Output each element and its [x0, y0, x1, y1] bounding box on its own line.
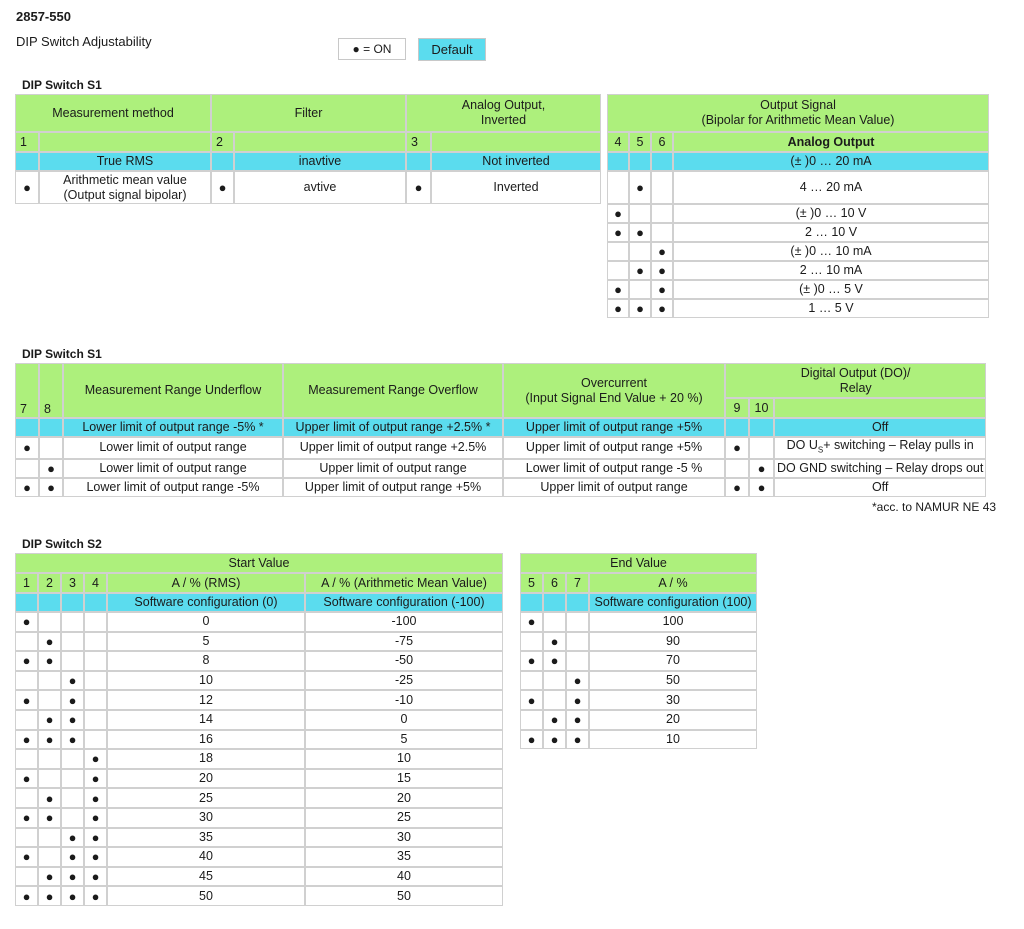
on-dot: ● — [39, 633, 60, 651]
digital-output-value: DO $U_S+$ switching – Relay pulls in — [775, 438, 985, 458]
underflow-value: Lower limit of output range -5% — [64, 479, 282, 496]
start-rms-value: 16 — [108, 731, 304, 749]
on-dot: ● — [726, 479, 748, 496]
on-dot: ● — [608, 281, 628, 298]
on-dot: ● — [85, 868, 106, 886]
output-inverted: Inverted — [432, 172, 600, 203]
start-mean-value: 15 — [306, 770, 502, 788]
software-config-mean: Software configuration (-100) — [306, 594, 502, 611]
on-dot: ● — [16, 613, 37, 631]
start-mean-value: 5 — [306, 731, 502, 749]
on-dot: ● — [608, 205, 628, 222]
on-dot: ● — [85, 887, 106, 905]
section-heading-s1-b: DIP Switch S1 — [22, 347, 102, 361]
on-dot: ● — [16, 652, 37, 670]
on-dot: ● — [16, 809, 37, 827]
output-option: (± )0 … 10 V — [674, 205, 988, 222]
overflow-value: Upper limit of output range — [284, 460, 502, 477]
on-dot: ● — [62, 887, 83, 905]
start-mean-value: -75 — [306, 633, 502, 651]
on-dot: ● — [407, 172, 430, 203]
on-dot: ● — [16, 438, 38, 458]
on-dot: ● — [630, 300, 650, 317]
header-analog-inverted: Analog Output, Inverted — [407, 95, 600, 131]
start-mean-value: 30 — [306, 829, 502, 847]
digital-output-value: Off — [775, 419, 985, 436]
header-start-value: Start Value — [16, 554, 502, 572]
start-rms-value: 8 — [108, 652, 304, 670]
s1-table-output-signal — [606, 93, 990, 319]
on-dot: ● — [85, 848, 106, 866]
output-option: (± )0 … 10 mA — [674, 243, 988, 260]
on-dot: ● — [39, 731, 60, 749]
start-mean-value: 0 — [306, 711, 502, 729]
header-overflow: Measurement Range Overflow — [284, 364, 502, 417]
overflow-value: Upper limit of output range +2.5% * — [284, 419, 502, 436]
start-mean-value: 50 — [306, 887, 502, 905]
start-mean-value: 35 — [306, 848, 502, 866]
on-dot: ● — [567, 691, 588, 709]
on-dot: ● — [62, 868, 83, 886]
start-rms-value: 5 — [108, 633, 304, 651]
end-value: 100 — [590, 613, 756, 631]
on-dot: ● — [726, 438, 748, 458]
on-dot: ● — [544, 711, 565, 729]
header-end-value: End Value — [521, 554, 756, 572]
on-dot: ● — [544, 652, 565, 670]
end-value: 70 — [590, 652, 756, 670]
header-digital-output: Digital Output (DO)/ Relay — [726, 364, 985, 397]
header-measurement-method: Measurement method — [16, 95, 210, 131]
on-dot: ● — [16, 731, 37, 749]
on-dot: ● — [16, 479, 38, 496]
on-dot: ● — [567, 731, 588, 749]
on-dot: ● — [652, 243, 672, 260]
overcurrent-value: Upper limit of output range — [504, 479, 724, 496]
start-mean-value: 40 — [306, 868, 502, 886]
output-option: (± )0 … 20 mA — [674, 153, 988, 170]
end-value: 50 — [590, 672, 756, 690]
legend-default: Default — [418, 38, 486, 61]
end-value: 10 — [590, 731, 756, 749]
page-title: DIP Switch Adjustability — [16, 34, 152, 49]
switch-number: 2 — [39, 574, 60, 592]
namur-footnote: *acc. to NAMUR NE 43 — [872, 500, 997, 514]
header-arithmetic-mean: A / % (Arithmetic Mean Value) — [306, 574, 502, 592]
header-rms: A / % (RMS) — [108, 574, 304, 592]
on-dot: ● — [16, 691, 37, 709]
on-dot: ● — [652, 281, 672, 298]
on-dot: ● — [608, 224, 628, 241]
switch-number: 1 — [16, 133, 38, 151]
switch-number: 6 — [652, 133, 672, 151]
overcurrent-value: Upper limit of output range +5% — [504, 419, 724, 436]
start-rms-value: 25 — [108, 789, 304, 807]
s2-table-end-value — [519, 552, 758, 750]
method-arithmetic-mean: Arithmetic mean value (Output signal bipolar) — [40, 172, 210, 203]
on-dot: ● — [62, 731, 83, 749]
on-dot: ● — [39, 809, 60, 827]
end-value: 20 — [590, 711, 756, 729]
on-dot: ● — [544, 731, 565, 749]
on-dot: ● — [39, 868, 60, 886]
overcurrent-value: Lower limit of output range -5 % — [504, 460, 724, 477]
switch-number: 4 — [85, 574, 106, 592]
on-dot: ● — [567, 672, 588, 690]
underflow-value: Lower limit of output range — [64, 460, 282, 477]
s1-table-ranges — [14, 362, 987, 498]
switch-number: 8 — [40, 364, 62, 417]
on-dot: ● — [16, 887, 37, 905]
on-dot: ● — [567, 711, 588, 729]
start-rms-value: 35 — [108, 829, 304, 847]
on-dot: ● — [62, 691, 83, 709]
s2-table-start-value — [14, 552, 504, 907]
start-rms-value: 10 — [108, 672, 304, 690]
on-dot: ● — [544, 633, 565, 651]
filter-active: avtive — [235, 172, 405, 203]
on-dot: ● — [85, 750, 106, 768]
header-overcurrent: Overcurrent (Input Signal End Value + 20 %) — [504, 364, 724, 417]
end-value: 90 — [590, 633, 756, 651]
on-dot: ● — [39, 711, 60, 729]
product-code: 2857-550 — [16, 9, 71, 24]
start-rms-value: 40 — [108, 848, 304, 866]
legend-on: ● = ON — [338, 38, 406, 60]
start-mean-value: 25 — [306, 809, 502, 827]
on-dot: ● — [39, 652, 60, 670]
start-rms-value: 12 — [108, 691, 304, 709]
start-mean-value: -10 — [306, 691, 502, 709]
section-heading-s2: DIP Switch S2 — [22, 537, 102, 551]
switch-number: 7 — [567, 574, 588, 592]
on-dot: ● — [521, 652, 542, 670]
switch-number: 2 — [212, 133, 233, 151]
on-dot: ● — [750, 460, 773, 477]
output-option: 2 … 10 V — [674, 224, 988, 241]
on-dot: ● — [652, 300, 672, 317]
switch-number: 5 — [630, 133, 650, 151]
on-dot: ● — [40, 460, 62, 477]
on-dot: ● — [630, 224, 650, 241]
header-underflow: Measurement Range Underflow — [64, 364, 282, 417]
header-filter: Filter — [212, 95, 405, 131]
start-rms-value: 45 — [108, 868, 304, 886]
on-dot: ● — [608, 300, 628, 317]
overcurrent-value: Upper limit of output range +5% — [504, 438, 724, 458]
section-heading-s1-a: DIP Switch S1 — [22, 78, 102, 92]
on-dot: ● — [16, 172, 38, 203]
start-rms-value: 14 — [108, 711, 304, 729]
on-dot: ● — [39, 789, 60, 807]
overflow-value: Upper limit of output range +5% — [284, 479, 502, 496]
switch-number: 1 — [16, 574, 37, 592]
on-dot: ● — [652, 262, 672, 279]
on-dot: ● — [85, 770, 106, 788]
on-dot: ● — [39, 887, 60, 905]
start-mean-value: 20 — [306, 789, 502, 807]
on-dot: ● — [630, 172, 650, 203]
output-option: 1 … 5 V — [674, 300, 988, 317]
software-config-rms: Software configuration (0) — [108, 594, 304, 611]
switch-number: 3 — [407, 133, 430, 151]
on-dot: ● — [62, 711, 83, 729]
output-option: (± )0 … 5 V — [674, 281, 988, 298]
overflow-value: Upper limit of output range +2.5% — [284, 438, 502, 458]
start-rms-value: 20 — [108, 770, 304, 788]
software-config-end: Software configuration (100) — [590, 594, 756, 611]
on-dot: ● — [521, 691, 542, 709]
switch-number: 3 — [62, 574, 83, 592]
digital-output-value: DO GND switching – Relay drops out — [777, 460, 984, 475]
on-dot: ● — [521, 731, 542, 749]
output-option: 2 … 10 mA — [674, 262, 988, 279]
switch-number: 4 — [608, 133, 628, 151]
on-dot: ● — [750, 479, 773, 496]
underflow-value: Lower limit of output range — [64, 438, 282, 458]
switch-number: 10 — [750, 399, 773, 417]
on-dot: ● — [16, 848, 37, 866]
output-not-inverted: Not inverted — [432, 153, 600, 170]
start-rms-value: 50 — [108, 887, 304, 905]
on-dot: ● — [630, 262, 650, 279]
start-mean-value: -100 — [306, 613, 502, 631]
output-option: 4 … 20 mA — [674, 172, 988, 203]
header-end-percent: A / % — [590, 574, 756, 592]
start-mean-value: -25 — [306, 672, 502, 690]
on-dot: ● — [212, 172, 233, 203]
on-dot: ● — [40, 479, 62, 496]
underflow-value: Lower limit of output range -5% * — [64, 419, 282, 436]
start-rms-value: 0 — [108, 613, 304, 631]
switch-number: 6 — [544, 574, 565, 592]
s1-table-method — [14, 93, 602, 205]
start-mean-value: -50 — [306, 652, 502, 670]
start-rms-value: 30 — [108, 809, 304, 827]
start-rms-value: 18 — [108, 750, 304, 768]
on-dot: ● — [85, 809, 106, 827]
on-dot: ● — [62, 848, 83, 866]
method-true-rms: True RMS — [40, 153, 210, 170]
digital-output-value: Off — [775, 479, 985, 496]
start-mean-value: 10 — [306, 750, 502, 768]
on-dot: ● — [85, 829, 106, 847]
on-dot: ● — [62, 829, 83, 847]
on-dot: ● — [85, 789, 106, 807]
header-analog-output: Analog Output — [674, 133, 988, 151]
on-dot: ● — [16, 770, 37, 788]
on-dot: ● — [521, 613, 542, 631]
switch-number: 5 — [521, 574, 542, 592]
header-output-signal: Output Signal (Bipolar for Arithmetic Mean Value) — [608, 95, 988, 131]
switch-number: 9 — [726, 399, 748, 417]
switch-number: 7 — [16, 364, 38, 417]
end-value: 30 — [590, 691, 756, 709]
filter-inactive: inavtive — [235, 153, 405, 170]
on-dot: ● — [62, 672, 83, 690]
